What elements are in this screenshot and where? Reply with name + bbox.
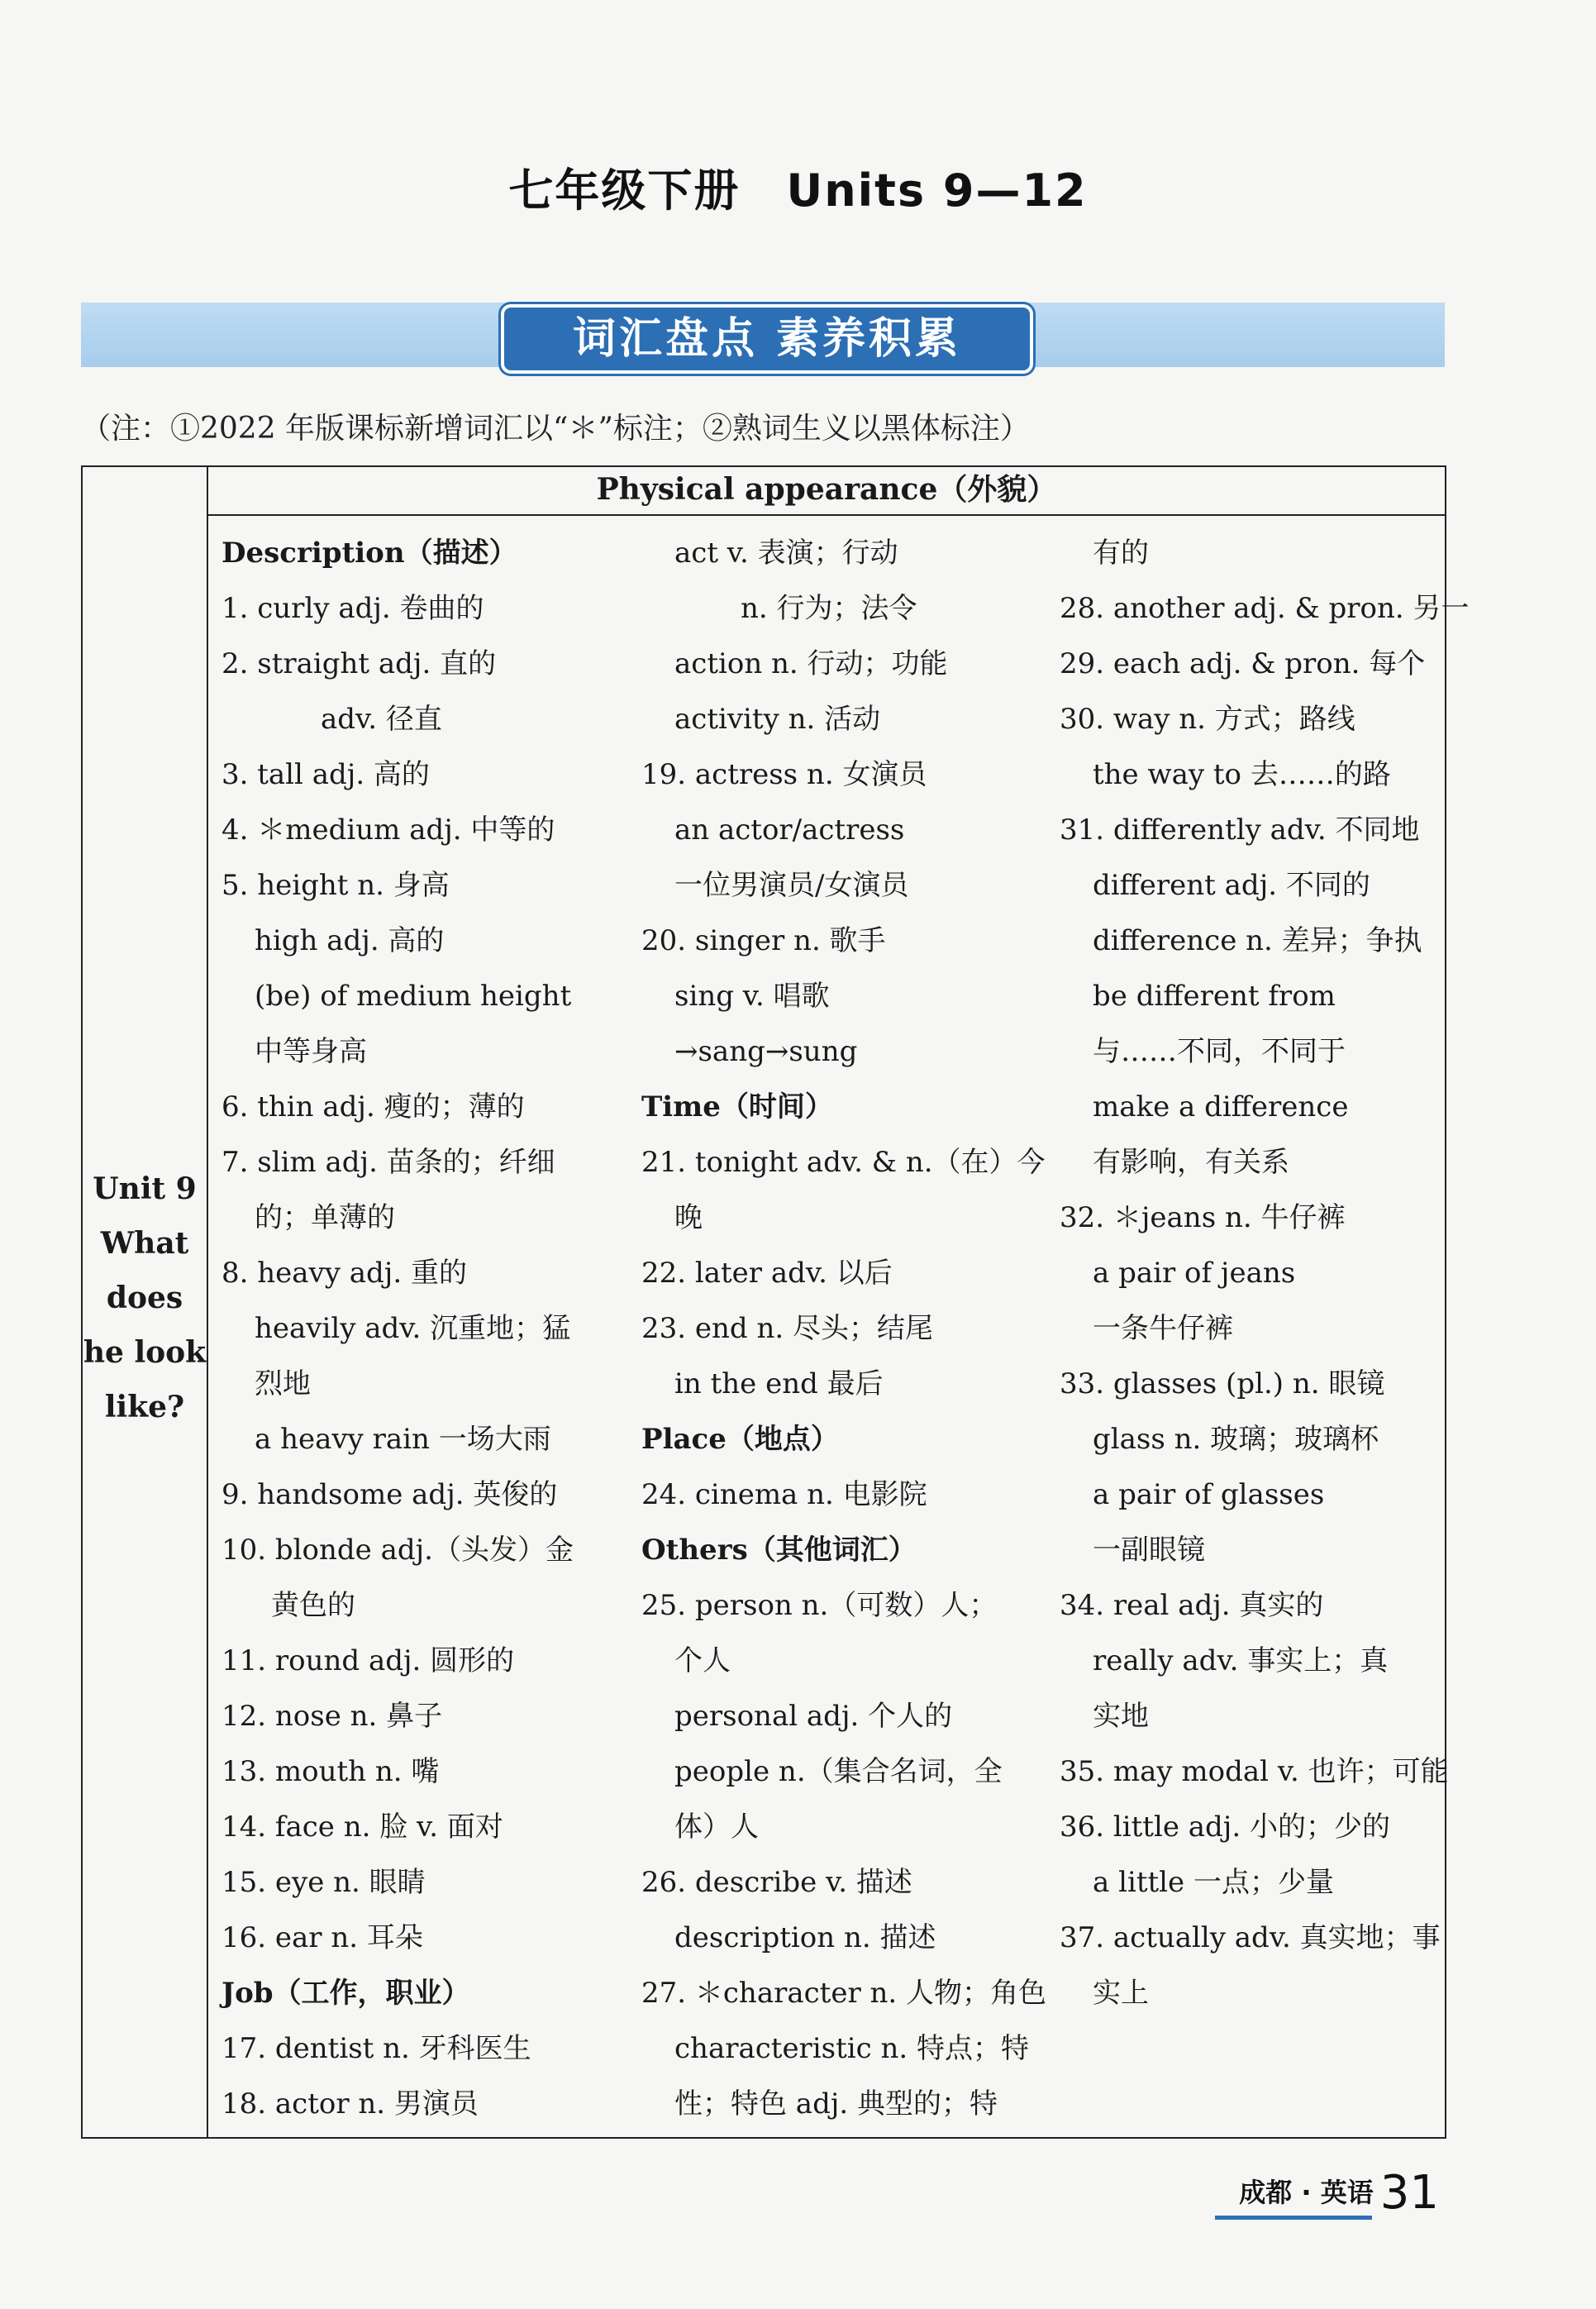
unit-column-divider — [207, 465, 208, 2139]
vocab-entry-line: 晚 — [674, 1201, 703, 1234]
note-text: （注：①2022 年版课标新增词汇以“＊”标注；②熟词生义以黑体标注） — [81, 412, 1030, 446]
vocab-entry-line: high adj. 高的 — [255, 924, 445, 957]
vocab-entry-line: a heavy rain 一场大雨 — [255, 1423, 551, 1456]
vocab-entry-line: 烈地 — [255, 1367, 311, 1400]
vocab-entry-line: in the end 最后 — [674, 1367, 884, 1400]
vocab-column-1 — [222, 526, 602, 2132]
vocab-entry-line: 29. each adj. & pron. 每个 — [1060, 647, 1426, 680]
vocab-entry-line: 26. describe v. 描述 — [641, 1866, 912, 1899]
vocab-entry-line: 一条牛仔裤 — [1093, 1312, 1233, 1345]
vocab-entry-line: 11. round adj. 圆形的 — [222, 1644, 515, 1677]
vocab-entry-line: 7. slim adj. 苗条的；纤细 — [222, 1146, 555, 1179]
vocab-entry-line: 个人 — [674, 1644, 731, 1677]
vocab-entry-line: 4. ＊medium adj. 中等的 — [222, 813, 555, 847]
vocab-entry-line: heavily adv. 沉重地；猛 — [255, 1312, 571, 1345]
vocab-entry-line: 10. blonde adj.（头发）金 — [222, 1534, 574, 1567]
vocab-entry-line: 31. differently adv. 不同地 — [1060, 813, 1420, 847]
vocab-entry-line: 黄色的 — [271, 1589, 355, 1622]
vocab-entry-line: 实上 — [1093, 1977, 1149, 2010]
vocab-entry-line: 30. way n. 方式；路线 — [1060, 703, 1355, 736]
category-heading: Place（地点） — [641, 1423, 839, 1456]
vocab-entry-line: the way to 去……的路 — [1093, 758, 1391, 791]
vocab-entry-line: adv. 径直 — [321, 703, 442, 736]
vocab-entry-line: 实地 — [1093, 1700, 1149, 1733]
category-heading: Job（工作，职业） — [222, 1977, 470, 2010]
vocab-entry-line: 20. singer n. 歌手 — [641, 924, 886, 957]
vocab-entry-line: activity n. 活动 — [674, 703, 881, 736]
vocab-entry-line: a pair of jeans — [1093, 1257, 1296, 1290]
unit-label — [83, 1162, 207, 1434]
vocab-entry-line: 37. actually adv. 真实地；事 — [1060, 1921, 1441, 1954]
vocab-entry-line: be different from — [1093, 980, 1336, 1013]
vocab-entry-line: 有的 — [1093, 537, 1149, 570]
vocab-entry-line: a pair of glasses — [1093, 1478, 1325, 1511]
vocab-entry-line: an actor/actress — [674, 813, 905, 847]
unit-label-line: like? — [104, 1390, 185, 1424]
vocab-entry-line: n. 行为；法令 — [741, 592, 917, 625]
vocab-entry-line: act v. 表演；行动 — [674, 537, 898, 570]
vocab-entry-line: 13. mouth n. 嘴 — [222, 1755, 440, 1788]
vocab-entry-line: 的；单薄的 — [255, 1201, 395, 1234]
banner-label: 词汇盘点 素养积累 — [501, 304, 1033, 374]
vocab-entry-line: 36. little adj. 小的；少的 — [1060, 1810, 1390, 1844]
vocab-entry-line: 一副眼镜 — [1093, 1534, 1205, 1567]
vocab-entry-line: 2. straight adj. 直的 — [222, 647, 497, 680]
vocab-entry-line: 5. height n. 身高 — [222, 869, 450, 902]
vocab-entry-line: 33. glasses (pl.) n. 眼镜 — [1060, 1367, 1385, 1400]
vocab-entry-line: 性；特色 adj. 典型的；特 — [674, 2087, 998, 2121]
unit-label-line: What — [100, 1226, 189, 1261]
vocab-entry-line: difference n. 差异；争执 — [1093, 924, 1422, 957]
vocab-entry-line: 32. ＊jeans n. 牛仔裤 — [1060, 1201, 1346, 1234]
vocab-entry-line: 中等身高 — [255, 1035, 367, 1068]
category-heading: Time（时间） — [641, 1090, 833, 1123]
vocab-entry-line: action n. 行动；功能 — [674, 647, 948, 680]
vocab-entry-line: 9. handsome adj. 英俊的 — [222, 1478, 558, 1511]
vocab-entry-line: 1. curly adj. 卷曲的 — [222, 592, 484, 625]
footer-rule — [1215, 2216, 1372, 2220]
unit-label-line: does — [106, 1281, 183, 1315]
vocab-entry-line: 6. thin adj. 瘦的；薄的 — [222, 1090, 525, 1123]
vocab-entry-line: 3. tall adj. 高的 — [222, 758, 430, 791]
footer — [1239, 2166, 1439, 2220]
vocab-entry-line: 体）人 — [674, 1810, 759, 1844]
vocab-entry-line: 21. tonight adv. & n.（在）今 — [641, 1146, 1046, 1179]
vocab-entry-line: (be) of medium height — [255, 980, 572, 1013]
category-heading: Others（其他词汇） — [641, 1534, 917, 1567]
vocab-entry-line: glass n. 玻璃；玻璃杯 — [1093, 1423, 1379, 1456]
vocab-entry-line: characteristic n. 特点；特 — [674, 2032, 1030, 2065]
vocab-entry-line: 17. dentist n. 牙科医生 — [222, 2032, 531, 2065]
vocab-entry-line: 28. another adj. & pron. 另一 — [1060, 592, 1470, 625]
vocab-entry-line: make a difference — [1093, 1090, 1349, 1123]
section-header: Physical appearance（外貌） — [596, 472, 1057, 507]
vocab-column-3 — [1060, 526, 1470, 2021]
vocab-entry-line: 22. later adv. 以后 — [641, 1257, 893, 1290]
vocab-entry-line: 35. may modal v. 也许；可能 — [1060, 1755, 1449, 1788]
category-heading: Description（描述） — [222, 537, 517, 570]
vocab-entry-line: 25. person n.（可数）人； — [641, 1589, 998, 1622]
vocab-entry-line: 23. end n. 尽头；结尾 — [641, 1312, 933, 1345]
vocab-entry-line: description n. 描述 — [674, 1921, 936, 1954]
vocab-entry-line: 12. nose n. 鼻子 — [222, 1700, 443, 1733]
vocab-entry-line: 有影响，有关系 — [1093, 1146, 1289, 1179]
vocab-entry-line: 8. heavy adj. 重的 — [222, 1257, 467, 1290]
header-divider — [208, 514, 1445, 516]
vocab-entry-line: 18. actor n. 男演员 — [222, 2087, 479, 2121]
vocab-entry-line: 34. real adj. 真实的 — [1060, 1589, 1324, 1622]
vocab-entry-line: 14. face n. 脸 v. 面对 — [222, 1810, 503, 1844]
vocab-entry-line: 15. eye n. 眼睛 — [222, 1866, 426, 1899]
vocab-entry-line: 一位男演员/女演员 — [674, 869, 909, 902]
vocab-entry-line: sing v. 唱歌 — [674, 980, 830, 1013]
vocab-entry-line: 27. ＊character n. 人物；角色 — [641, 1977, 1047, 2010]
page-title: 七年级下册 Units 9—12 — [508, 165, 1088, 217]
vocab-entry-line: really adv. 事实上；真 — [1093, 1644, 1389, 1677]
unit-label-line: he look — [83, 1335, 207, 1370]
vocab-entry-line: 16. ear n. 耳朵 — [222, 1921, 423, 1954]
page-number: 31 — [1379, 2166, 1439, 2220]
vocab-entry-line: personal adj. 个人的 — [674, 1700, 953, 1733]
unit-label-line: Unit 9 — [93, 1171, 197, 1206]
footer-label: 成都 · 英语 — [1239, 2177, 1374, 2208]
vocab-entry-line: people n.（集合名词，全 — [674, 1755, 1003, 1788]
vocab-entry-line: 19. actress n. 女演员 — [641, 758, 927, 791]
vocab-column-2 — [641, 526, 1047, 2132]
vocab-entry-line: different adj. 不同的 — [1093, 869, 1370, 902]
vocab-entry-line: a little 一点；少量 — [1093, 1866, 1334, 1899]
vocab-entry-line: →sang→sung — [674, 1035, 858, 1068]
vocab-entry-line: 24. cinema n. 电影院 — [641, 1478, 927, 1511]
vocab-entry-line: 与……不同，不同于 — [1093, 1035, 1346, 1068]
